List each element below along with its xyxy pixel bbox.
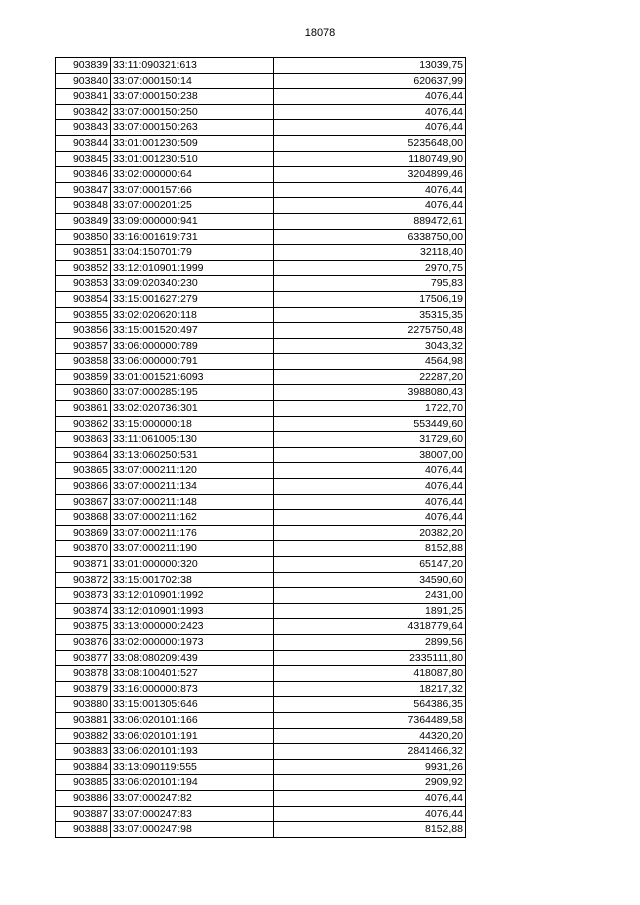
table-row	[56, 135, 466, 151]
row-id-cell: 903871	[56, 557, 111, 573]
table-row	[56, 650, 466, 666]
row-id-cell: 903840	[56, 73, 111, 89]
cadastral-number-cell: 33:13:000000:2423	[111, 619, 274, 635]
cadastral-number-cell: 33:07:000211:176	[111, 525, 274, 541]
row-id-cell: 903888	[56, 822, 111, 838]
cadastral-number-cell: 33:12:010901:1992	[111, 588, 274, 604]
table-row	[56, 213, 466, 229]
cadastral-number-cell: 33:16:000000:873	[111, 681, 274, 697]
cadastral-number-cell: 33:16:001619:731	[111, 229, 274, 245]
row-id-cell: 903852	[56, 260, 111, 276]
table-row	[56, 666, 466, 682]
row-id-cell: 903885	[56, 775, 111, 791]
cadastral-number-cell: 33:07:000285:195	[111, 385, 274, 401]
value-cell: 564386,35	[274, 697, 466, 713]
cadastral-number-cell: 33:01:001230:509	[111, 135, 274, 151]
cadastral-number-cell: 33:07:000150:250	[111, 104, 274, 120]
row-id-cell: 903867	[56, 494, 111, 510]
row-id-cell: 903849	[56, 213, 111, 229]
row-id-cell: 903887	[56, 806, 111, 822]
table-row	[56, 447, 466, 463]
row-id-cell: 903864	[56, 447, 111, 463]
row-id-cell: 903874	[56, 603, 111, 619]
value-cell: 553449,60	[274, 416, 466, 432]
row-id-cell: 903879	[56, 681, 111, 697]
row-id-cell: 903884	[56, 759, 111, 775]
cadastral-number-cell: 33:15:001305:646	[111, 697, 274, 713]
cadastral-number-cell: 33:15:000000:18	[111, 416, 274, 432]
cadastral-number-cell: 33:07:000247:82	[111, 790, 274, 806]
cadastral-number-cell: 33:07:000157:66	[111, 182, 274, 198]
table-row	[56, 354, 466, 370]
cadastral-number-cell: 33:06:000000:791	[111, 354, 274, 370]
table-row	[56, 401, 466, 417]
cadastral-number-cell: 33:11:090321:613	[111, 58, 274, 74]
cadastral-number-cell: 33:02:020736:301	[111, 401, 274, 417]
value-cell: 2970,75	[274, 260, 466, 276]
table-row	[56, 634, 466, 650]
table-row	[56, 463, 466, 479]
cadastral-number-cell: 33:13:060250:531	[111, 447, 274, 463]
table-row	[56, 541, 466, 557]
row-id-cell: 903870	[56, 541, 111, 557]
cadastral-number-cell: 33:11:061005:130	[111, 432, 274, 448]
row-id-cell: 903844	[56, 135, 111, 151]
table-row	[56, 822, 466, 838]
cadastral-number-cell: 33:09:020340:230	[111, 276, 274, 292]
cadastral-number-cell: 33:07:000211:190	[111, 541, 274, 557]
cadastral-number-cell: 33:01:001521:6093	[111, 369, 274, 385]
value-cell: 34590,60	[274, 572, 466, 588]
table-row	[56, 759, 466, 775]
row-id-cell: 903886	[56, 790, 111, 806]
value-cell: 4564,98	[274, 354, 466, 370]
table-row	[56, 697, 466, 713]
row-id-cell: 903856	[56, 323, 111, 339]
cadastral-number-cell: 33:07:000211:134	[111, 479, 274, 495]
table-row	[56, 369, 466, 385]
table-row	[56, 432, 466, 448]
cadastral-number-cell: 33:12:010901:1999	[111, 260, 274, 276]
table-row	[56, 744, 466, 760]
value-cell: 8152,88	[274, 822, 466, 838]
value-cell: 889472,61	[274, 213, 466, 229]
value-cell: 4076,44	[274, 494, 466, 510]
value-cell: 44320,20	[274, 728, 466, 744]
row-id-cell: 903857	[56, 338, 111, 354]
table-row	[56, 712, 466, 728]
cadastral-number-cell: 33:07:000247:83	[111, 806, 274, 822]
table-row	[56, 510, 466, 526]
row-id-cell: 903843	[56, 120, 111, 136]
value-cell: 1180749,90	[274, 151, 466, 167]
table-row	[56, 338, 466, 354]
table-row	[56, 260, 466, 276]
table-row	[56, 385, 466, 401]
value-cell: 418087,80	[274, 666, 466, 682]
value-cell: 4076,44	[274, 790, 466, 806]
cadastral-number-cell: 33:04:150701:79	[111, 245, 274, 261]
row-id-cell: 903873	[56, 588, 111, 604]
value-cell: 4076,44	[274, 479, 466, 495]
value-cell: 2275750,48	[274, 323, 466, 339]
table-row	[56, 229, 466, 245]
row-id-cell: 903853	[56, 276, 111, 292]
value-cell: 4076,44	[274, 463, 466, 479]
value-cell: 4076,44	[274, 120, 466, 136]
value-cell: 3043,32	[274, 338, 466, 354]
cadastral-number-cell: 33:02:000000:64	[111, 167, 274, 183]
row-id-cell: 903882	[56, 728, 111, 744]
table-row	[56, 775, 466, 791]
table-row	[56, 479, 466, 495]
value-cell: 17506,19	[274, 291, 466, 307]
cadastral-number-cell: 33:07:000211:120	[111, 463, 274, 479]
value-cell: 22287,20	[274, 369, 466, 385]
row-id-cell: 903845	[56, 151, 111, 167]
cadastral-number-cell: 33:13:090119:555	[111, 759, 274, 775]
row-id-cell: 903875	[56, 619, 111, 635]
cadastral-number-cell: 33:07:000211:148	[111, 494, 274, 510]
value-cell: 7364489,58	[274, 712, 466, 728]
row-id-cell: 903839	[56, 58, 111, 74]
row-id-cell: 903846	[56, 167, 111, 183]
table-row	[56, 588, 466, 604]
table-row	[56, 120, 466, 136]
table-row	[56, 198, 466, 214]
value-cell: 65147,20	[274, 557, 466, 573]
row-id-cell: 903855	[56, 307, 111, 323]
value-cell: 620637,99	[274, 73, 466, 89]
table-row	[56, 619, 466, 635]
cadastral-number-cell: 33:12:010901:1993	[111, 603, 274, 619]
row-id-cell: 903863	[56, 432, 111, 448]
cadastral-number-cell: 33:08:100401:527	[111, 666, 274, 682]
table-row	[56, 291, 466, 307]
row-id-cell: 903862	[56, 416, 111, 432]
cadastral-number-cell: 33:15:001627:279	[111, 291, 274, 307]
value-cell: 4318779,64	[274, 619, 466, 635]
row-id-cell: 903841	[56, 89, 111, 105]
value-cell: 2335111,80	[274, 650, 466, 666]
value-cell: 4076,44	[274, 104, 466, 120]
cadastral-number-cell: 33:01:000000:320	[111, 557, 274, 573]
row-id-cell: 903851	[56, 245, 111, 261]
cadastral-number-cell: 33:15:001702:38	[111, 572, 274, 588]
row-id-cell: 903869	[56, 525, 111, 541]
value-cell: 4076,44	[274, 510, 466, 526]
value-cell: 38007,00	[274, 447, 466, 463]
cadastral-number-cell: 33:07:000211:162	[111, 510, 274, 526]
row-id-cell: 903859	[56, 369, 111, 385]
row-id-cell: 903868	[56, 510, 111, 526]
table-row	[56, 323, 466, 339]
table-row	[56, 416, 466, 432]
cadastral-number-cell: 33:07:000150:14	[111, 73, 274, 89]
cadastral-number-cell: 33:07:000201:25	[111, 198, 274, 214]
row-id-cell: 903877	[56, 650, 111, 666]
cadastral-number-cell: 33:06:020101:194	[111, 775, 274, 791]
value-cell: 3204899,46	[274, 167, 466, 183]
cadastral-number-cell: 33:06:020101:166	[111, 712, 274, 728]
row-id-cell: 903866	[56, 479, 111, 495]
row-id-cell: 903842	[56, 104, 111, 120]
value-cell: 18217,32	[274, 681, 466, 697]
value-cell: 1891,25	[274, 603, 466, 619]
table-row	[56, 307, 466, 323]
row-id-cell: 903860	[56, 385, 111, 401]
value-cell: 31729,60	[274, 432, 466, 448]
value-cell: 4076,44	[274, 806, 466, 822]
row-id-cell: 903876	[56, 634, 111, 650]
value-cell: 5235648,00	[274, 135, 466, 151]
value-cell: 1722,70	[274, 401, 466, 417]
table-row	[56, 806, 466, 822]
cadastral-number-cell: 33:08:080209:439	[111, 650, 274, 666]
cadastral-number-cell: 33:07:000150:238	[111, 89, 274, 105]
value-cell: 2431,00	[274, 588, 466, 604]
value-cell: 13039,75	[274, 58, 466, 74]
table-row	[56, 525, 466, 541]
table-row	[56, 73, 466, 89]
table-body	[56, 58, 466, 838]
cadastral-number-cell: 33:15:001520:497	[111, 323, 274, 339]
cadastral-number-cell: 33:06:000000:789	[111, 338, 274, 354]
table-row	[56, 728, 466, 744]
value-cell: 32118,40	[274, 245, 466, 261]
row-id-cell: 903854	[56, 291, 111, 307]
row-id-cell: 903865	[56, 463, 111, 479]
row-id-cell: 903861	[56, 401, 111, 417]
value-cell: 9931,26	[274, 759, 466, 775]
table-row	[56, 89, 466, 105]
table-row	[56, 557, 466, 573]
row-id-cell: 903858	[56, 354, 111, 370]
table-row	[56, 276, 466, 292]
table-row	[56, 167, 466, 183]
row-id-cell: 903883	[56, 744, 111, 760]
row-id-cell: 903881	[56, 712, 111, 728]
table-row	[56, 182, 466, 198]
value-cell: 6338750,00	[274, 229, 466, 245]
table-row	[56, 245, 466, 261]
cadastral-number-cell: 33:07:000247:98	[111, 822, 274, 838]
value-cell: 2841466,32	[274, 744, 466, 760]
row-id-cell: 903872	[56, 572, 111, 588]
value-cell: 4076,44	[274, 182, 466, 198]
value-cell: 35315,35	[274, 307, 466, 323]
table-row	[56, 572, 466, 588]
row-id-cell: 903880	[56, 697, 111, 713]
row-id-cell: 903850	[56, 229, 111, 245]
table-row	[56, 104, 466, 120]
value-cell: 8152,88	[274, 541, 466, 557]
value-cell: 3988080,43	[274, 385, 466, 401]
table-row	[56, 58, 466, 74]
value-cell: 2899,56	[274, 634, 466, 650]
cadastral-number-cell: 33:02:000000:1973	[111, 634, 274, 650]
cadastral-number-cell: 33:06:020101:193	[111, 744, 274, 760]
cadastral-number-cell: 33:01:001230:510	[111, 151, 274, 167]
value-cell: 795,83	[274, 276, 466, 292]
value-cell: 2909,92	[274, 775, 466, 791]
row-id-cell: 903847	[56, 182, 111, 198]
page-number: 18078	[304, 27, 336, 39]
cadastral-number-cell: 33:09:000000:941	[111, 213, 274, 229]
value-cell: 4076,44	[274, 198, 466, 214]
cadastral-number-cell: 33:02:020620:118	[111, 307, 274, 323]
cadastral-number-cell: 33:07:000150:263	[111, 120, 274, 136]
value-cell: 4076,44	[274, 89, 466, 105]
table-row	[56, 151, 466, 167]
value-cell: 20382,20	[274, 525, 466, 541]
row-id-cell: 903848	[56, 198, 111, 214]
cadastral-value-table	[55, 57, 466, 838]
table-row	[56, 681, 466, 697]
cadastral-number-cell: 33:06:020101:191	[111, 728, 274, 744]
row-id-cell: 903878	[56, 666, 111, 682]
table-row	[56, 790, 466, 806]
table-row	[56, 494, 466, 510]
table-row	[56, 603, 466, 619]
